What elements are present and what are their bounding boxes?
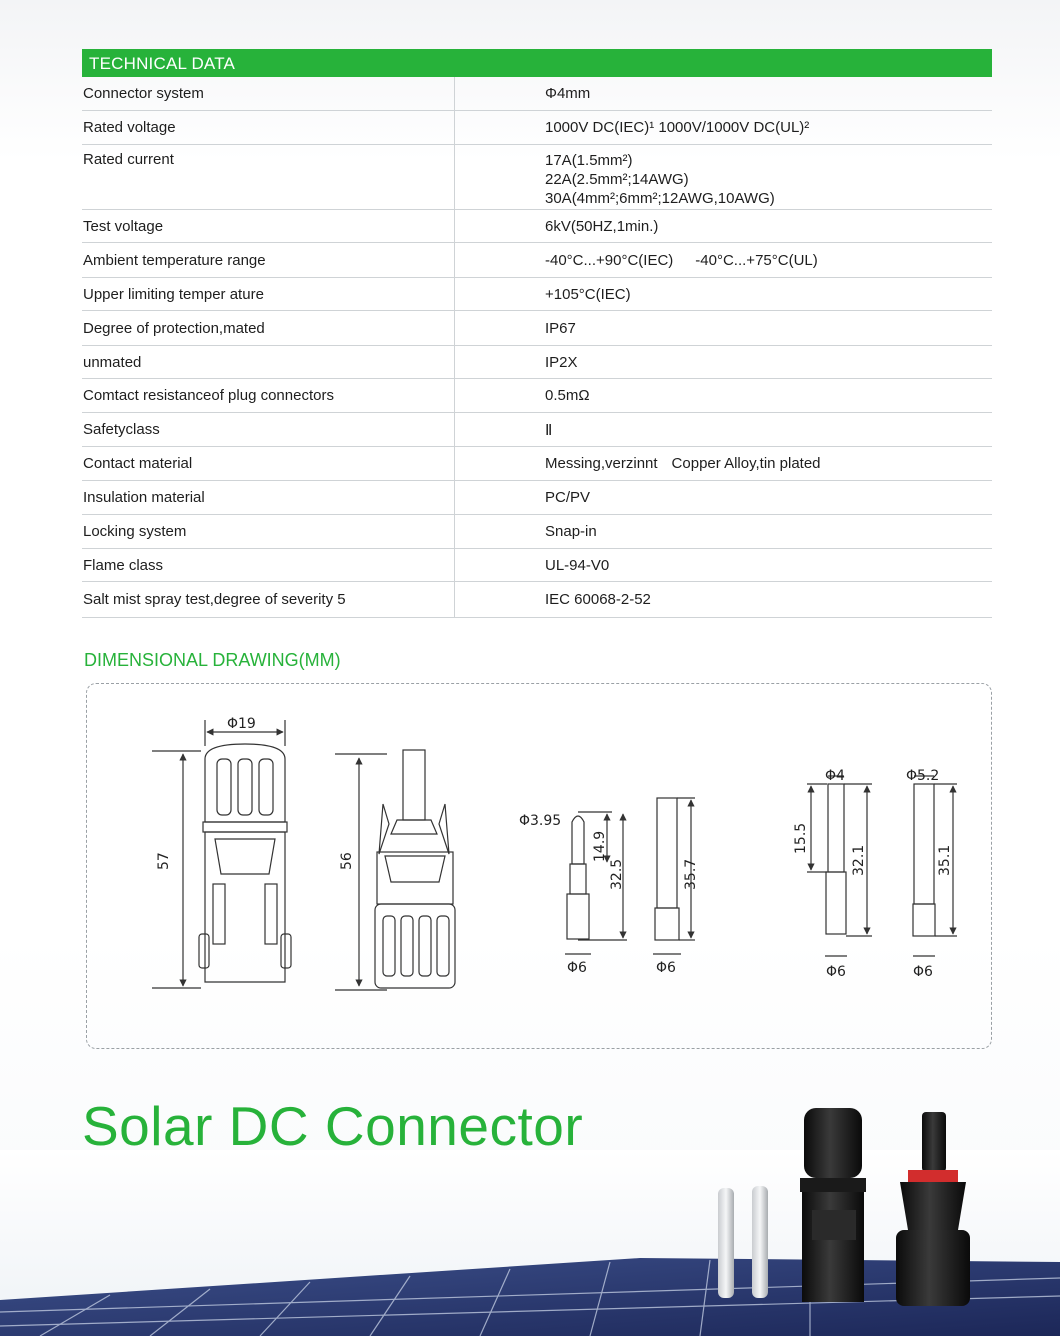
- table-row: [82, 77, 992, 111]
- row-label: Test voltage: [82, 210, 455, 242]
- connector-product-image: [700, 1090, 1000, 1315]
- row-label: Salt mist spray test,degree of severity 5: [82, 582, 455, 617]
- dim-35-7: 35.7: [683, 858, 699, 890]
- row-label: Rated current: [82, 145, 455, 209]
- table-row: [82, 243, 992, 278]
- table-header: TECHNICAL DATA: [82, 49, 992, 77]
- row-value: [545, 151, 775, 208]
- dim-14-9: 14.9: [592, 830, 608, 862]
- dim-d6-a: Φ6: [567, 960, 587, 976]
- product-title: Solar DC Connector: [82, 1095, 584, 1157]
- table-row: [82, 481, 992, 515]
- row-value: PC/PV: [545, 489, 591, 506]
- dimensional-drawing: [86, 683, 992, 1049]
- dim-56: 56: [339, 852, 355, 870]
- row-label: Insulation material: [82, 481, 455, 514]
- table-row: [82, 413, 992, 447]
- row-label: Safetyclass: [82, 413, 455, 446]
- table-row: [82, 278, 992, 311]
- dim-57: 57: [156, 852, 172, 870]
- metal-pin-icon: [718, 1186, 768, 1298]
- row-label: Contact material: [82, 447, 455, 480]
- table-row: [82, 346, 992, 379]
- row-value: +105°C(IEC): [545, 285, 631, 303]
- dim-d6-d: Φ6: [913, 964, 933, 980]
- female-connector-icon: [800, 1108, 866, 1302]
- row-label: Ambient temperature range: [82, 243, 455, 277]
- row-value: Snap-in: [545, 523, 597, 540]
- row-value: IP67: [545, 319, 576, 337]
- dim-d19: Φ19: [227, 716, 256, 732]
- row-label: Rated voltage: [82, 111, 455, 144]
- row-value-de: Messing,verzinnt: [545, 455, 658, 472]
- dimensional-drawing-title: DIMENSIONAL DRAWING(MM): [84, 650, 341, 670]
- dim-d6-b: Φ6: [656, 960, 676, 976]
- row-value: Φ4mm: [545, 85, 591, 102]
- row-label: Flame class: [82, 549, 455, 581]
- value-line: 30A(4mm²;6mm²;12AWG,10AWG): [545, 190, 775, 207]
- table-row: [82, 447, 992, 481]
- value-line: 22A(2.5mm²;14AWG): [545, 171, 689, 188]
- row-label: Locking system: [82, 515, 455, 548]
- table-row: [82, 145, 992, 210]
- dim-15-5: 15.5: [793, 822, 809, 854]
- row-label: Comtact resistanceof plug connectors: [82, 379, 455, 412]
- value-line: 17A(1.5mm²): [545, 152, 633, 169]
- row-value: 6kV(50HZ,1min.): [545, 217, 659, 235]
- row-label: unmated: [82, 346, 455, 378]
- row-value: 1000V DC(IEC)¹ 1000V/1000V DC(UL)²: [545, 119, 810, 136]
- male-connector-icon: [896, 1112, 970, 1306]
- dim-d6-c: Φ6: [826, 964, 846, 980]
- table-row: [82, 582, 992, 618]
- table-row: [82, 111, 992, 145]
- technical-data-table: [82, 49, 992, 618]
- row-label: Degree of protection,mated: [82, 311, 455, 345]
- row-value: 0.5mΩ: [545, 387, 590, 404]
- dim-d52: Φ5.2: [906, 768, 940, 784]
- row-label: Upper limiting temper ature: [82, 278, 455, 310]
- row-value: IEC 60068-2-52: [545, 591, 651, 608]
- table-row: [82, 210, 992, 243]
- dim-32-1: 32.1: [851, 844, 867, 876]
- row-value: Ⅱ: [545, 421, 553, 439]
- row-value: UL-94-V0: [545, 556, 610, 574]
- table-row: [82, 515, 992, 549]
- table-row: [82, 379, 992, 413]
- row-value-iec: -40°C...+90°C(IEC): [545, 251, 674, 269]
- table-row: [82, 549, 992, 582]
- dim-d395: Φ3.95: [519, 813, 562, 829]
- dim-35-1: 35.1: [937, 844, 953, 876]
- row-value: IP2X: [545, 353, 578, 371]
- table-row: [82, 311, 992, 346]
- row-label: Connector system: [82, 77, 455, 110]
- dim-d4: Φ4: [825, 768, 845, 784]
- dim-32-5: 32.5: [609, 858, 625, 890]
- female-connector-drawing: [152, 720, 291, 988]
- row-value-en: Copper Alloy,tin plated: [671, 455, 821, 472]
- row-value-ul: -40°C...+75°C(UL): [695, 251, 818, 269]
